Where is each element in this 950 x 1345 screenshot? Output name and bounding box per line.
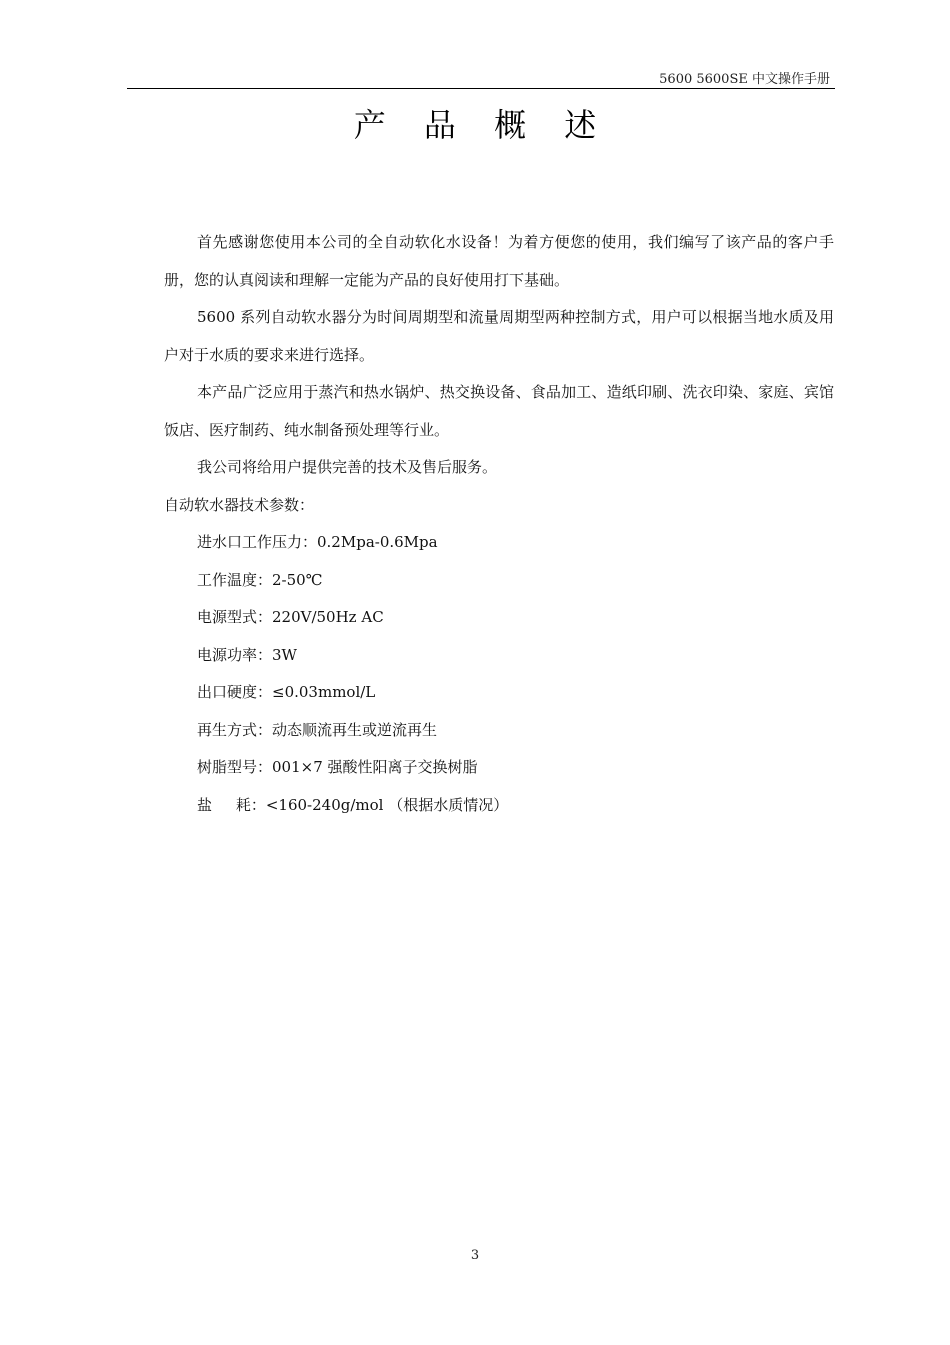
spec-item-inlet-pressure: 进水口工作压力：0.2Mpa-0.6Mpa xyxy=(197,533,438,551)
service-paragraph: 我公司将给用户提供完善的技术及售后服务。 xyxy=(197,458,498,476)
spec-heading: 自动软水器技术参数： xyxy=(164,495,315,514)
applications-paragraph: 本产品广泛应用于蒸汽和热水锅炉、热交换设备、食品加工、造纸印刷、洗衣印染、家庭、宾馆饭店、医疗制药、纯水制备预处理等行业。 xyxy=(164,383,834,439)
spec-item-regeneration: 再生方式：动态顺流再生或逆流再生 xyxy=(197,720,438,739)
spec-list xyxy=(164,524,834,824)
series-paragraph: 5600 系列自动软水器分为时间周期型和流量周期型两种控制方式，用户可以根据当地水质及用户对于水质的要求来进行选择。 xyxy=(164,308,834,364)
header-title: 5600 5600SE 中文操作手册 xyxy=(659,72,830,87)
spec-item-power-rating: 电源功率：3W xyxy=(197,645,297,664)
document-body xyxy=(164,224,834,824)
spec-item-salt-consumption: 盐 耗：<160-240g/mol （根据水质情况） xyxy=(197,795,509,814)
spec-item-power-type: 电源型式：220V/50Hz AC xyxy=(197,608,384,626)
header-divider xyxy=(127,88,835,89)
page-number: 3 xyxy=(470,1248,480,1263)
page-title: 产 品 概 述 xyxy=(353,106,611,144)
spec-item-outlet-hardness: 出口硬度：≤0.03mmol/L xyxy=(197,683,376,701)
intro-paragraph: 首先感谢您使用本公司的全自动软化水设备！为着方便您的使用，我们编写了该产品的客户手册，您的认真阅读和理解一定能为产品的良好使用打下基础。 xyxy=(164,233,834,289)
spec-item-resin-model: 树脂型号：001×7 强酸性阳离子交换树脂 xyxy=(197,758,478,776)
spec-item-temperature: 工作温度：2-50℃ xyxy=(197,570,323,589)
